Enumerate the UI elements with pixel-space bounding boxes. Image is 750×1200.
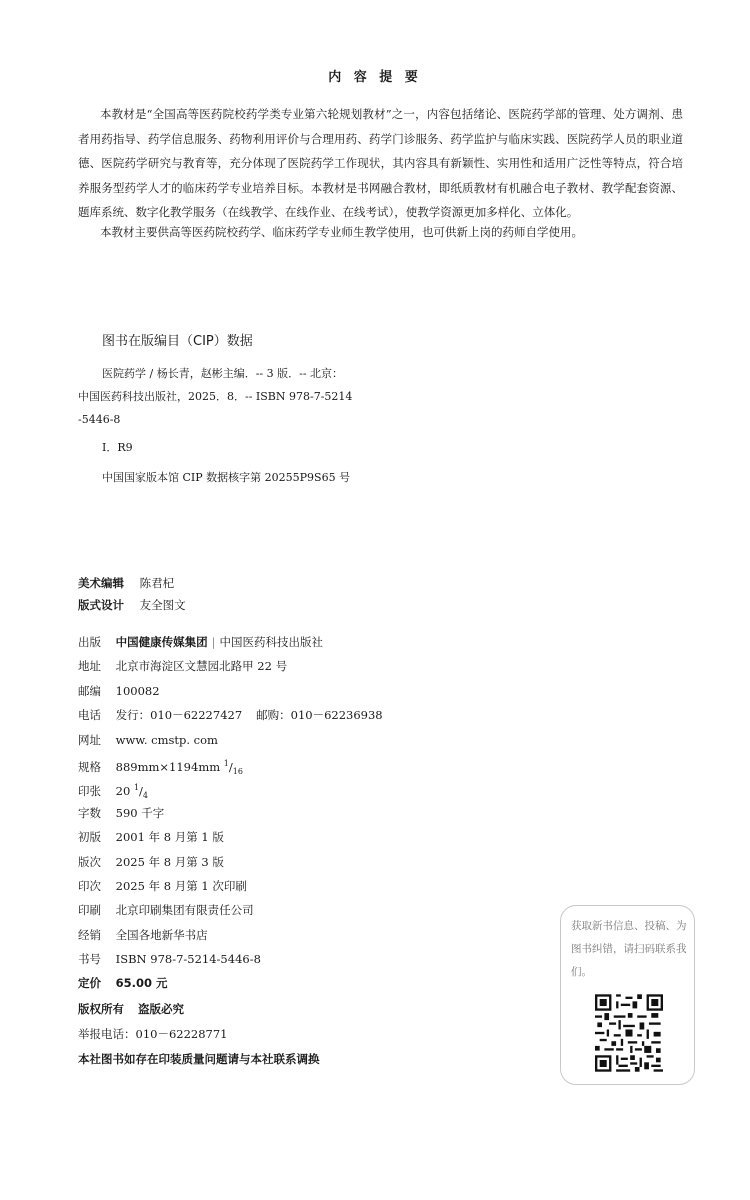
distributor-row bbox=[78, 923, 383, 947]
publication-info bbox=[78, 630, 383, 996]
publisher-group: 中国健康传媒集团 bbox=[115, 635, 208, 649]
address-value: 北京市海淀区文慧园北路甲 22 号 bbox=[115, 659, 288, 674]
report-phone: 举报电话：010－62228771 bbox=[78, 1027, 228, 1041]
sheets-whole: 20 bbox=[115, 784, 131, 799]
sheets-num: 1 bbox=[133, 783, 140, 793]
postcode-row bbox=[78, 679, 383, 703]
layout-value: 友全图文 bbox=[139, 598, 186, 612]
cip-heading: 图书在版编目（CIP）数据 bbox=[102, 334, 253, 349]
qr-code-icon[interactable] bbox=[595, 994, 663, 1072]
printer-value: 北京印刷集团有限责任公司 bbox=[115, 903, 254, 918]
sheets-row: 印张 20 $^1/_4$ bbox=[78, 776, 383, 800]
price-label: 定价 bbox=[78, 976, 101, 991]
credits bbox=[78, 572, 186, 616]
price-value: 65.00 元 bbox=[115, 976, 168, 991]
website-label: 网址 bbox=[78, 732, 101, 747]
website-row bbox=[78, 728, 383, 752]
format-num: 1 bbox=[223, 758, 229, 768]
isbn-label: 书号 bbox=[78, 952, 101, 967]
phone-sales: 发行：010－62227427 bbox=[115, 708, 243, 723]
qr-contact-box bbox=[560, 905, 695, 1085]
phone-row bbox=[78, 703, 383, 727]
edition-label: 版次 bbox=[78, 854, 101, 869]
layout-label: 版式设计 bbox=[78, 598, 124, 612]
publisher-label: 出版 bbox=[78, 635, 101, 649]
price-row bbox=[78, 971, 383, 995]
distributor-value: 全国各地新华书店 bbox=[115, 927, 208, 942]
cip-line-2: 中国医药科技出版社，2025．8．-- ISBN 978-7-5214 bbox=[78, 390, 353, 403]
qr-box-text: 获取新书信息、投稿、为图书纠错，请扫码联系我们。 bbox=[571, 920, 687, 978]
cip-classification: Ⅰ．R9 bbox=[102, 441, 133, 454]
address-label: 地址 bbox=[78, 659, 101, 674]
phone-mail: 邮购：010－62236938 bbox=[256, 708, 383, 723]
quality-notice: 本社图书如存在印装质量问题请与本社联系调换 bbox=[78, 1052, 320, 1066]
summary-paragraph-1: 本教材是“全国高等医药院校药学类专业第六轮规划教材”之一，内容包括绪论、医院药学部的管理、处方调剂、患者用药指导、药学信息服务、药物利用评价与合理用药、药学门诊服务、药学监护与临床实践、医院药学人员的职业道德、医院药学研究与教育等，充分体现了医院药学工作现状，其内容具有新颖性、实用性和适用广泛性等特点，符合培养服务型药学人才的临床药学专业培养目标。本教材是书网融合教材，即纸质教材有机融合电子教材、教学配套资源、题库系统、数字化教学服务（在线教学、在线作业、在线考试），使教学资源更加多样化、立体化。 bbox=[78, 107, 683, 219]
first-edition-value: 2001 年 8 月第 1 版 bbox=[115, 830, 224, 845]
layout-row bbox=[78, 594, 186, 616]
copyright-row bbox=[78, 997, 320, 1022]
isbn-value: ISBN 978-7-5214-5446-8 bbox=[115, 952, 261, 967]
footer bbox=[78, 997, 320, 1072]
cip-record bbox=[78, 362, 378, 431]
isbn-row bbox=[78, 947, 383, 971]
format-row: 规格 889mm×1194mm $^1/_{16}$ bbox=[78, 752, 383, 776]
address-row bbox=[78, 654, 383, 678]
edition-row bbox=[78, 850, 383, 874]
art-editor-row bbox=[78, 572, 186, 594]
printer-row bbox=[78, 898, 383, 922]
postcode-label: 邮编 bbox=[78, 683, 101, 698]
printing-value: 2025 年 8 月第 1 次印刷 bbox=[115, 878, 247, 893]
printing-label: 印次 bbox=[78, 878, 101, 893]
cip-line-1: 医院药学 / 杨长青，赵彬主编．-- 3 版．-- 北京： bbox=[102, 367, 344, 380]
sheets-label: 印张 bbox=[78, 784, 101, 799]
format-den: 16 bbox=[232, 767, 243, 777]
edition-value: 2025 年 8 月第 3 版 bbox=[115, 854, 224, 869]
art-editor-label: 美术编辑 bbox=[78, 576, 124, 590]
publisher-name: 中国医药科技出版社 bbox=[219, 635, 324, 649]
distributor-label: 经销 bbox=[78, 927, 101, 942]
words-value: 590 千字 bbox=[115, 805, 165, 820]
first-edition-row bbox=[78, 825, 383, 849]
website-value: www. cmstp. com bbox=[115, 732, 218, 747]
art-editor-value: 陈君杞 bbox=[139, 576, 175, 590]
summary-title: 内 容 提 要 bbox=[328, 70, 422, 85]
cip-line-3: -5446-8 bbox=[78, 413, 121, 426]
words-row bbox=[78, 801, 383, 825]
printer-label: 印刷 bbox=[78, 903, 101, 918]
phone-label: 电话 bbox=[78, 708, 101, 723]
summary-paragraph-2: 本教材主要供高等医药院校药学、临床药学专业师生教学使用，也可供新上岗的药师自学使用。 bbox=[100, 225, 583, 239]
publisher-row bbox=[78, 630, 383, 654]
piracy-text: 盗版必究 bbox=[138, 1002, 184, 1016]
format-label: 规格 bbox=[78, 759, 101, 774]
first-edition-label: 初版 bbox=[78, 830, 101, 845]
format-value: 889mm×1194mm bbox=[115, 759, 221, 774]
printing-row bbox=[78, 874, 383, 898]
cip-number: 中国国家版本馆 CIP 数据核字第 20255P9S65 号 bbox=[102, 471, 351, 484]
postcode-value: 100082 bbox=[115, 683, 160, 698]
sheets-den: 4 bbox=[142, 791, 149, 801]
publisher-divider: | bbox=[211, 635, 216, 649]
copyright-text: 版权所有 bbox=[78, 1002, 124, 1016]
words-label: 字数 bbox=[78, 805, 101, 820]
